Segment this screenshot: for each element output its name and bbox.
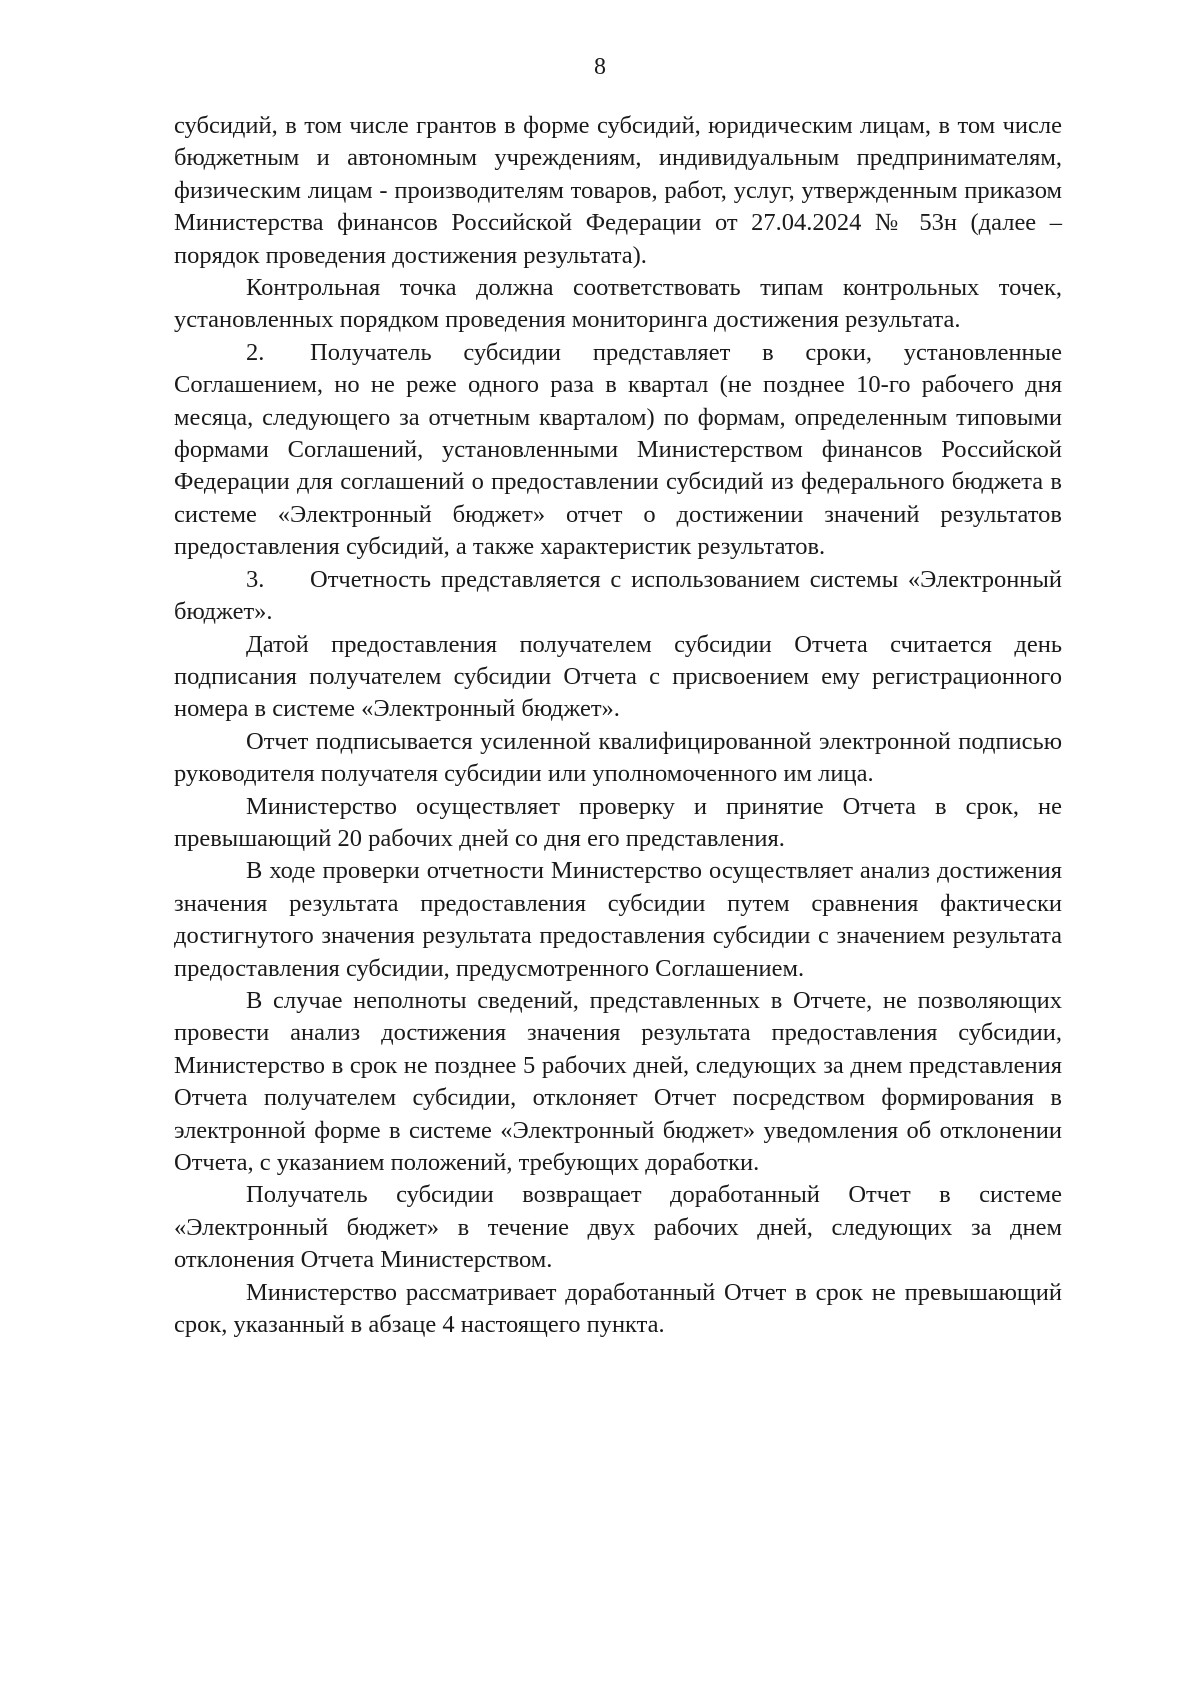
paragraph-5: Датой предоставления получателем субсидии Отчета считается день подписания получателем субсидии Отчета с присвоением ему регистрационного номера в системе «Электронный бюджет». — [174, 630, 1062, 723]
page-number: 8 — [594, 54, 606, 80]
paragraph-1: субсидий, в том числе грантов в форме субсидий, юридическим лицам, в том числе бюджетным и автономным учреждениям, индивидуальным предпринимателям, физическим лицам - производителям товаров, работ, услуг, утвержденным приказом Министерства финансов Российской Федерации от 27.04.2024 № 53н (далее – порядок проведения достижения результата). — [174, 112, 1062, 269]
item-text: Отчетность представляется с использованием системы «Электронный бюджет». — [174, 565, 1062, 626]
paragraph-11: Министерство рассматривает доработанный Отчет в срок не превышающий срок, указанный в абзаце 4 настоящего пункта. — [174, 1278, 1062, 1339]
document-body — [174, 110, 1062, 1341]
item-number: 2. — [246, 338, 265, 366]
paragraph-8: В ходе проверки отчетности Министерство осуществляет анализ достижения значения результата предоставления субсидии путем сравнения фактически достигнутого значения результата предоставления субсидии с значением результата предоставления субсидии, предусмотренного Соглашением. — [174, 857, 1062, 982]
item-text: Получатель субсидии представляет в сроки, установленные Соглашением, но не реже одного раза в квартал (не позднее 10-го рабочего дня месяца, следующего за отчетным кварталом) по формам, определенным типовыми формами Соглашений, установленными Министерством финансов Российской Федерации для соглашений о предоставлении субсидий из федерального бюджета в системе «Электронный бюджет» отчет о достижении значений результатов предоставления субсидий, а также характеристик результатов. — [174, 338, 1062, 561]
paragraph-9: В случае неполноты сведений, представленных в Отчете, не позволяющих провести анализ достижения значения результата предоставления субсидии, Министерство в срок не позднее 5 рабочих дней, следующих за днем представления Отчета получателем субсидии, отклоняет Отчет посредством формирования в электронной форме в системе «Электронный бюджет» уведомления об отклонении Отчета, с указанием положений, требующих доработки. — [174, 986, 1062, 1176]
paragraph-item-2 — [174, 337, 1062, 564]
paragraph-2: Контрольная точка должна соответствовать типам контрольных точек, установленных порядком проведения мониторинга достижения результата. — [174, 274, 1062, 334]
paragraph-6: Отчет подписывается усиленной квалифицированной электронной подписью руководителя получателя субсидии или уполномоченного им лица. — [174, 727, 1062, 788]
paragraph-7: Министерство осуществляет проверку и принятие Отчета в срок, не превышающий 20 рабочих дней со дня его представления. — [174, 792, 1062, 852]
paragraph-item-3 — [174, 564, 1062, 629]
item-number: 3. — [246, 565, 265, 593]
paragraph-10: Получатель субсидии возвращает доработанный Отчет в системе «Электронный бюджет» в течение двух рабочих дней, следующих за днем отклонения Отчета Министерством. — [174, 1181, 1062, 1274]
